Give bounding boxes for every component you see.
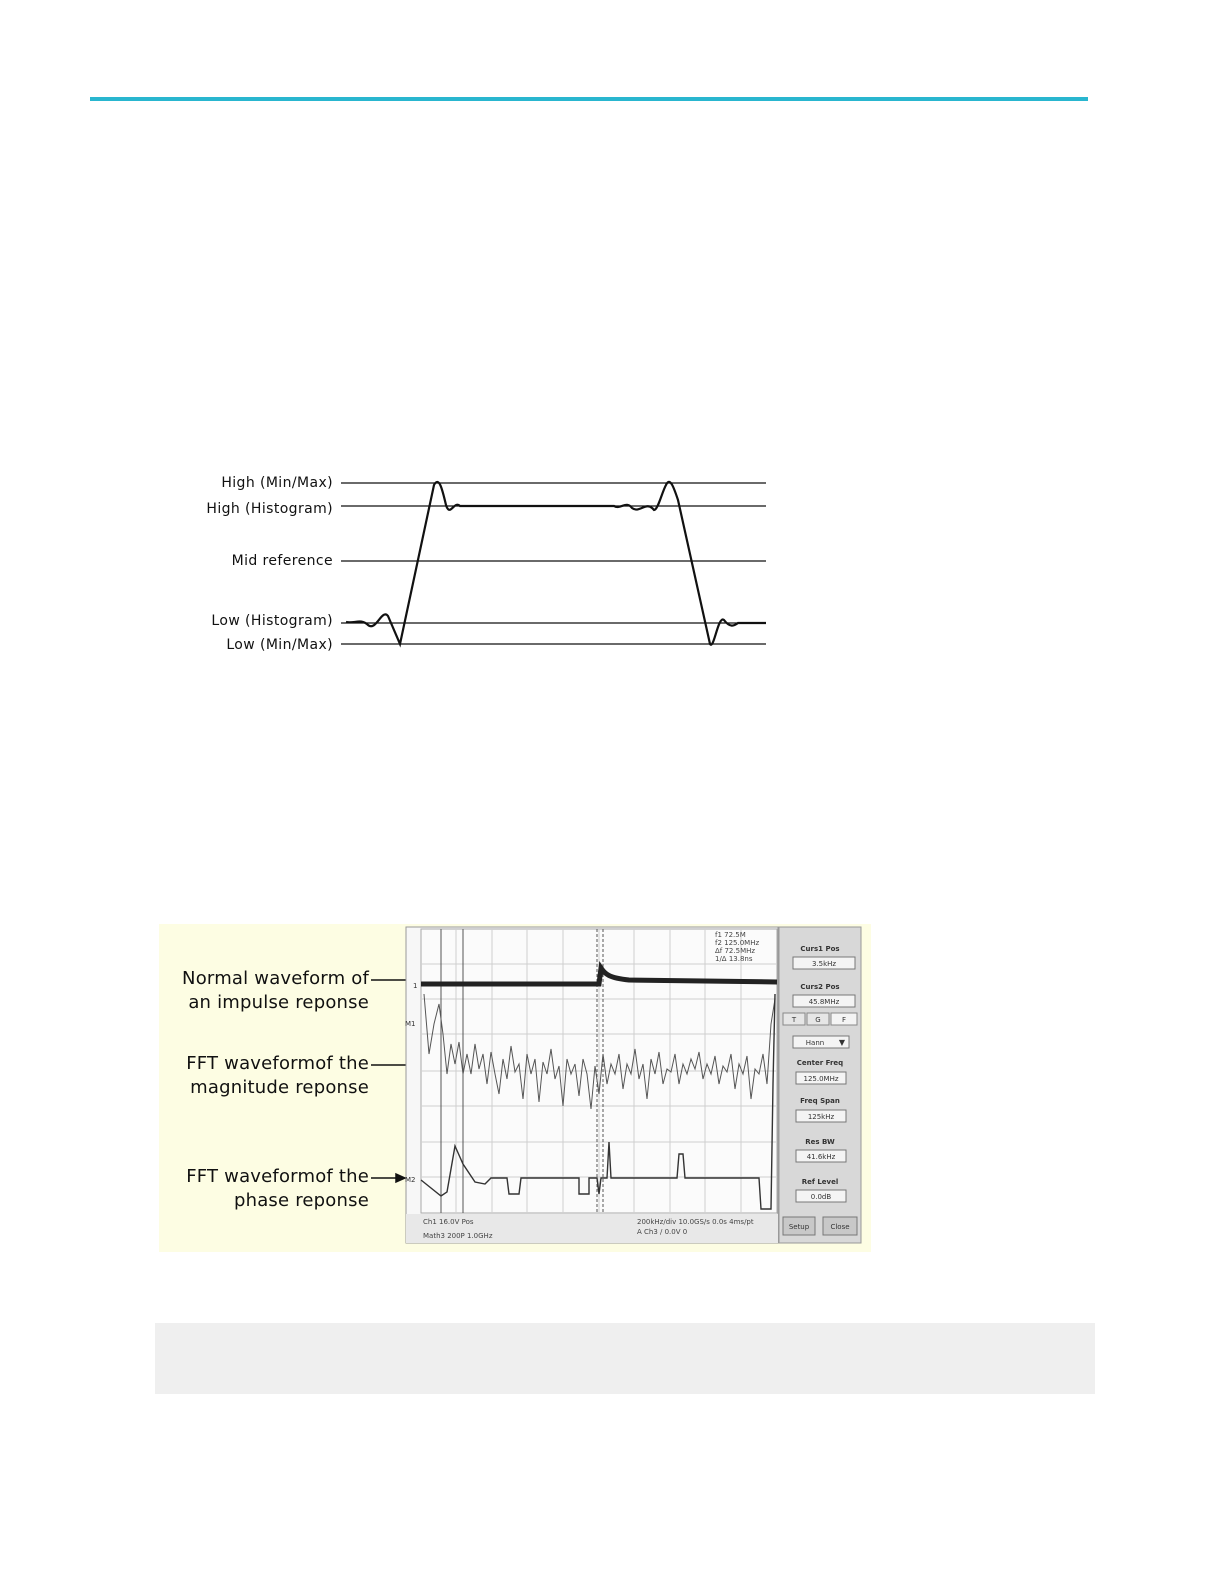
svg-text:Δf 72.5MHz: Δf 72.5MHz bbox=[715, 947, 756, 955]
svg-text:1/Δ 13.8ns: 1/Δ 13.8ns bbox=[715, 955, 753, 963]
fft-waveforms-figure bbox=[159, 924, 871, 1252]
svg-text:f1 72.5M: f1 72.5M bbox=[715, 931, 746, 939]
cursor2-label: Curs2 Pos bbox=[800, 983, 840, 991]
ch-marker-1: 1 bbox=[413, 982, 418, 990]
res-bw-value: 41.6kHz bbox=[806, 1153, 836, 1161]
label-low-histogram: Low (Histogram) bbox=[211, 613, 333, 629]
cursor1-value: 3.5kHz bbox=[811, 960, 837, 968]
callout-fft-phase: FFT waveformof the phase reponse bbox=[186, 1166, 369, 1211]
close-button-label: Close bbox=[830, 1223, 850, 1231]
callout-fft-magnitude: FFT waveformof the magnitude reponse bbox=[186, 1053, 369, 1098]
svg-text:f2 125.0MHz: f2 125.0MHz bbox=[715, 939, 760, 947]
tab-g-label: G bbox=[815, 1016, 821, 1024]
header-accent-rule bbox=[90, 97, 1088, 101]
tab-f-label: F bbox=[841, 1016, 847, 1024]
label-mid-reference: Mid reference bbox=[231, 553, 333, 569]
ref-level-label: Ref Level bbox=[801, 1178, 839, 1186]
center-freq-label: Center Freq bbox=[796, 1059, 844, 1067]
label-high-minmax: High (Min/Max) bbox=[221, 475, 333, 491]
svg-text:Ch1 16.0V Pos: Ch1 16.0V Pos bbox=[423, 1218, 474, 1226]
setup-button-label: Setup bbox=[788, 1223, 810, 1231]
label-low-minmax: Low (Min/Max) bbox=[226, 637, 333, 653]
note-bar bbox=[155, 1323, 1095, 1394]
chevron-down-icon: ▼ bbox=[838, 1038, 846, 1047]
svg-text:200kHz/div 10.0GS/s 0.0s: 200kHz/div 10.0GS/s 0.0s 4ms/pt bbox=[637, 1218, 754, 1226]
ch-marker-m2: M2 bbox=[405, 1176, 416, 1184]
tab-t-label: T bbox=[791, 1016, 797, 1024]
window-select-value: Hann bbox=[805, 1039, 825, 1047]
label-high-histogram: High (Histogram) bbox=[206, 501, 333, 517]
ref-level-value: 0.0dB bbox=[810, 1193, 832, 1201]
freq-span-value: 125kHz bbox=[807, 1113, 835, 1121]
svg-text:A Ch3 / 0.0V 0: A Ch3 / 0.0V 0 bbox=[637, 1228, 688, 1236]
ch-marker-m1: M1 bbox=[405, 1020, 416, 1028]
cursor2-value: 45.8MHz bbox=[808, 998, 840, 1006]
reference-levels-figure bbox=[196, 470, 776, 660]
cursor1-label: Curs1 Pos bbox=[800, 945, 840, 953]
center-freq-value: 125.0MHz bbox=[803, 1075, 839, 1083]
svg-text:Math3 200P 1.0GHz: Math3 200P 1.0GHz bbox=[423, 1232, 493, 1240]
callout-normal-waveform: Normal waveform of an impulse reponse bbox=[182, 968, 369, 1013]
freq-span-label: Freq Span bbox=[800, 1097, 840, 1105]
res-bw-label: Res BW bbox=[805, 1138, 835, 1146]
